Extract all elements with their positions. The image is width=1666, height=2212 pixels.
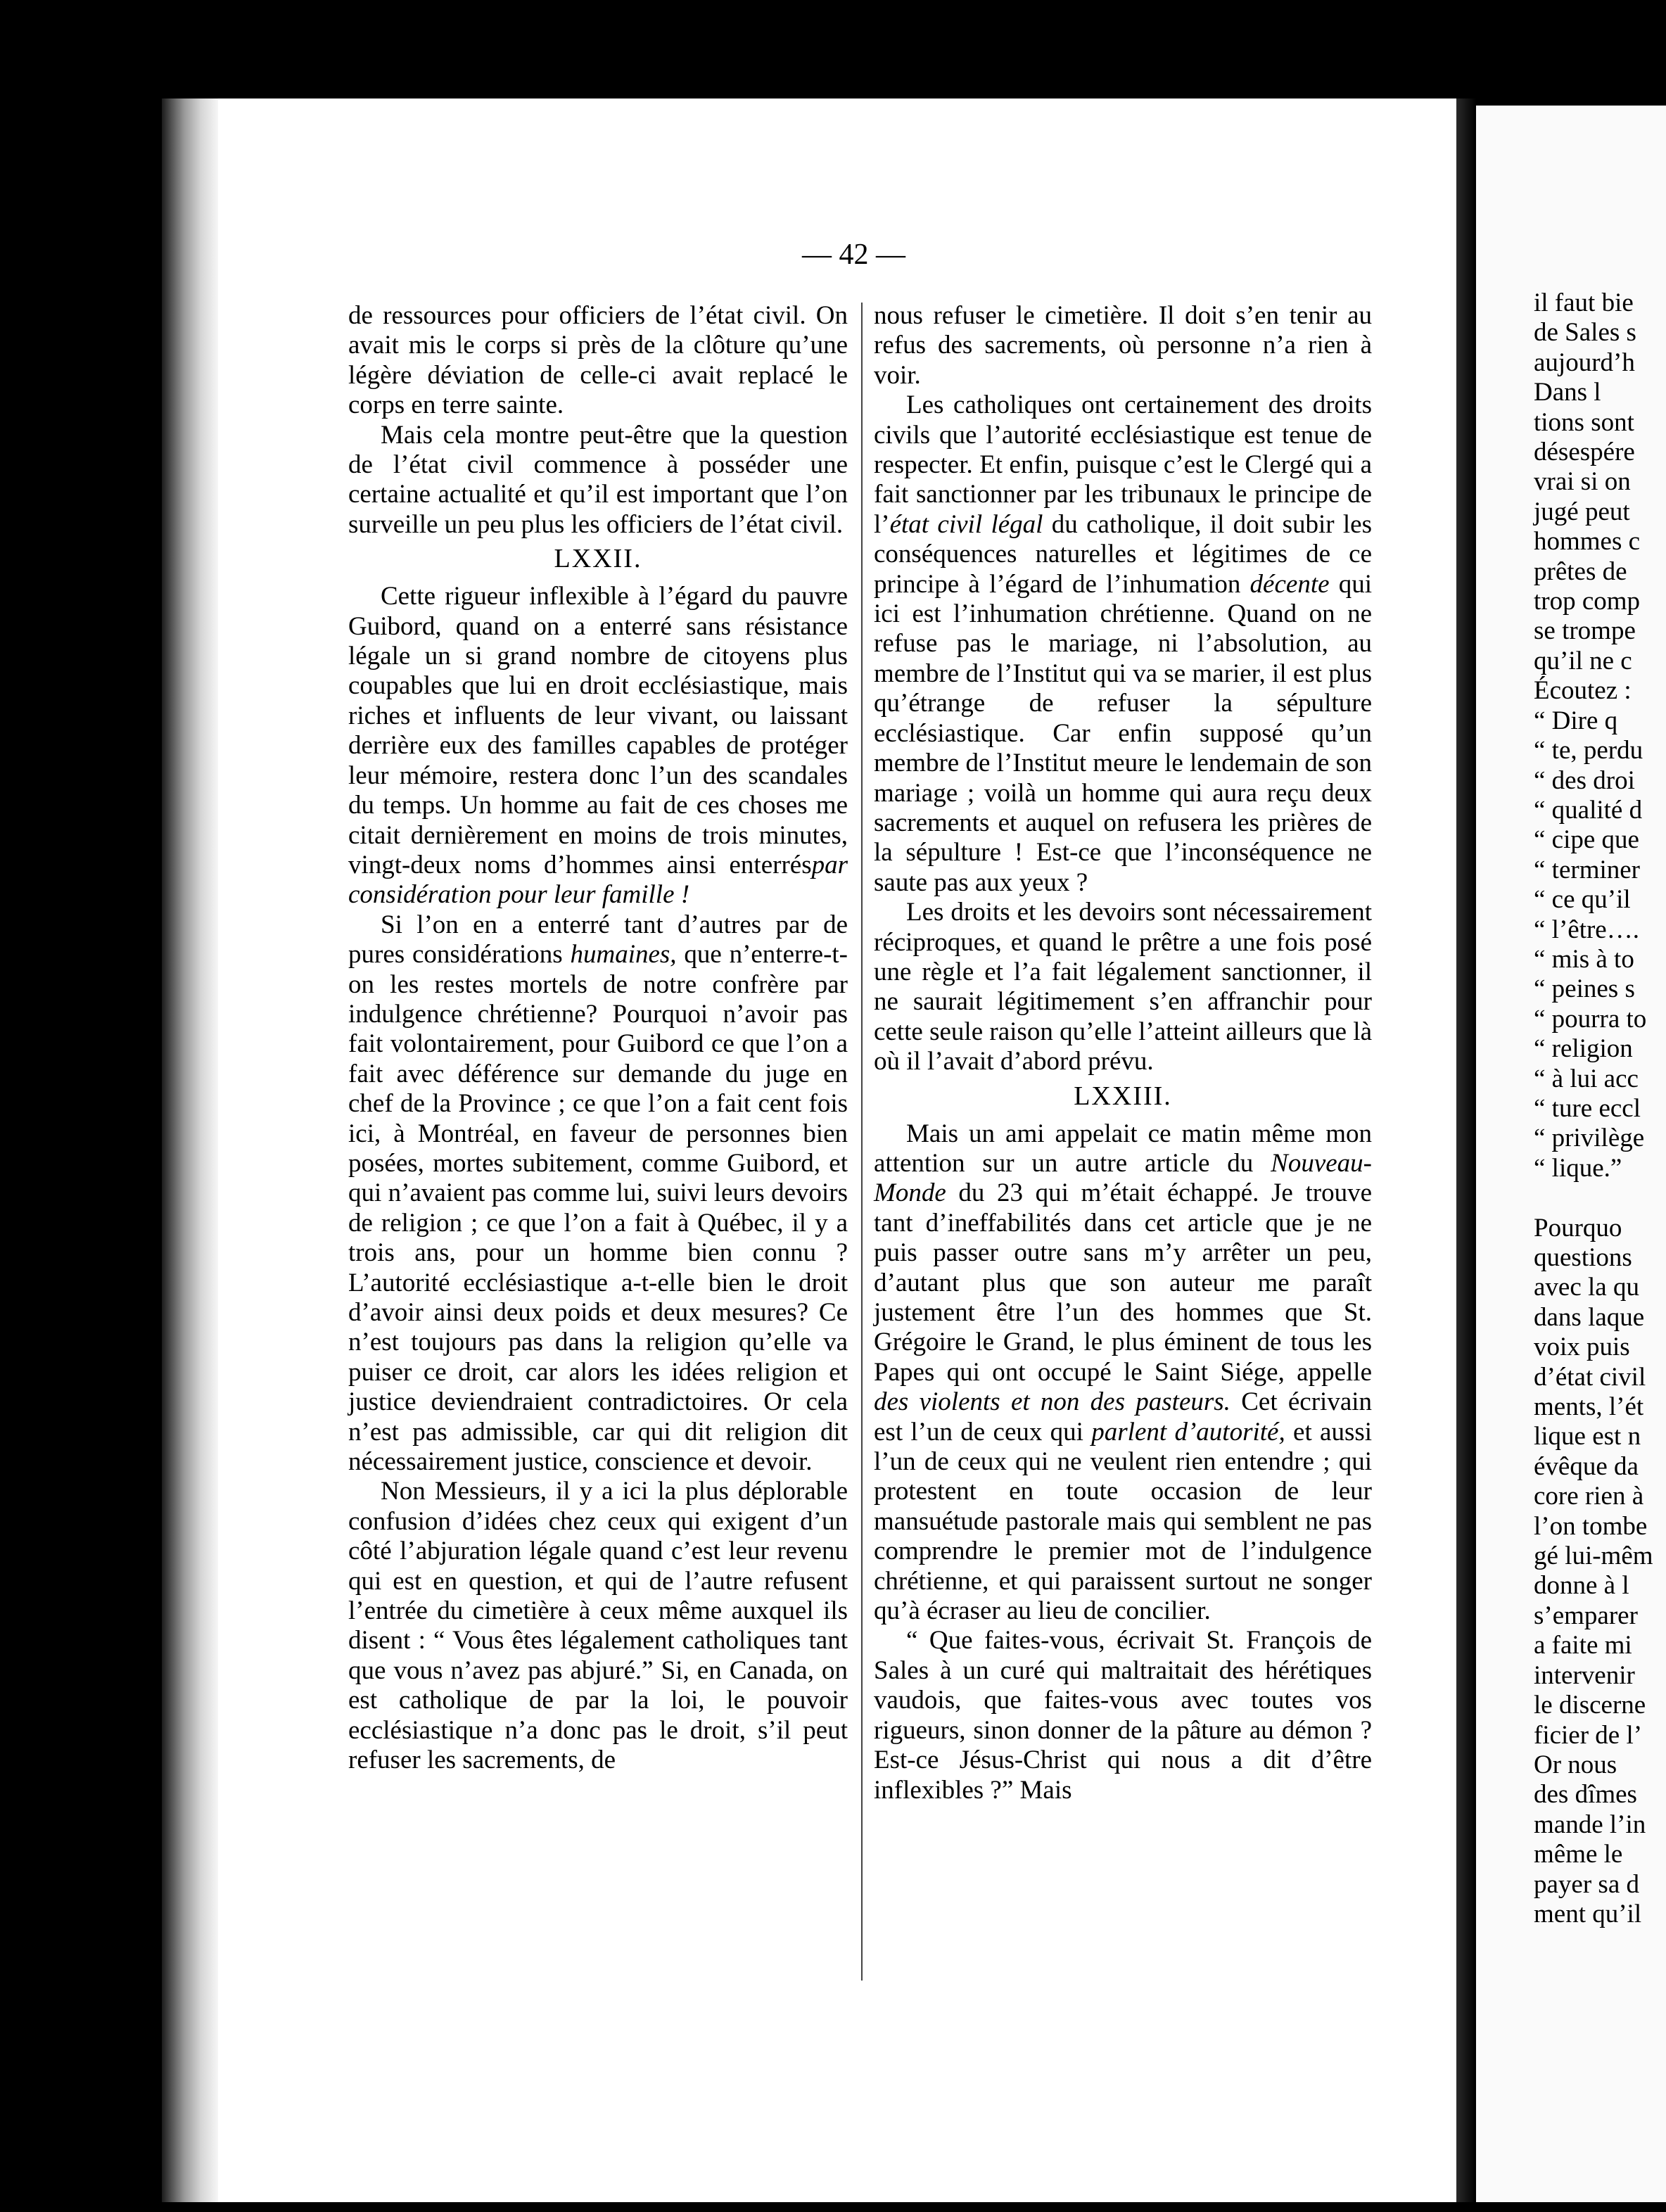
right-page-line: questions: [1534, 1243, 1632, 1272]
right-page-line: a faite mi: [1534, 1631, 1632, 1660]
right-page-line: “ Dire q: [1534, 706, 1618, 735]
left-text-column: [348, 301, 848, 1776]
right-page-line: lique est n: [1534, 1422, 1641, 1451]
right-page-line: qu’il ne c: [1534, 646, 1632, 675]
right-page-line: “ cipe que: [1534, 825, 1639, 855]
right-page-line: jugé peut: [1534, 497, 1630, 526]
paragraph: Non Messieurs, il y a ici la plus déplorable confusion d’idées chez ceux qui exigent d’un côté l’abjuration légale quand c’est leur revenu qui est en question, et qui de l’autre refusent l’entrée du cimetière à ceux même auxquel ils disent : “ Vous êtes légalement catholiques tant que vous n’avez pas abjuré.” Si, en Canada, on est catholique de par la loi, le pouvoir ecclésiastique n’a donc pas le droit, s’il peut refuser les sacrements, de: [348, 1477, 848, 1775]
right-page-line: gé lui-mêm: [1534, 1542, 1653, 1571]
right-page-line: ment qu’il: [1534, 1899, 1642, 1928]
right-page-line: “ à lui acc: [1534, 1064, 1639, 1093]
right-page-line: “ lique.”: [1534, 1153, 1622, 1183]
column-divider: [861, 303, 863, 1981]
right-page-line: d’état civil: [1534, 1362, 1646, 1392]
right-page-line: “ privilège: [1534, 1124, 1645, 1153]
right-page-line: voix puis: [1534, 1333, 1630, 1362]
right-page-line: de Sales s: [1534, 318, 1636, 348]
paragraph: “ Que faites-vous, écrivait St. François de Sales à un curé qui maltraitait des hérétiques vaudois, que faites-vous avec toutes vos rigueurs, sinon donner de la pâture au démon ? Est-ce Jésus-Christ qui nous a dit d’être inflexibles ?” Mais: [874, 1626, 1372, 1805]
right-page-line: évêque da: [1534, 1451, 1639, 1481]
paragraph: Les catholiques ont certainement des droits civils que l’autorité ecclésiastique est tenue de respecter. Et enfin, puisque c’est le Clergé qui a fait sanctionner par les tribunaux le principe de l’état civil légal du catholique, il doit subir les conséquences naturelles et légitimes de ce principe à l’égard de l’inhumation décente qui ici est l’inhumation chrétienne. Quand on ne refuse pas le mariage, ni l’absolution, au membre de l’Institut qui va se marier, il est plus qu’étrange de refuser la sépulture ecclésiastique. Car enfin supposé qu’un membre de l’Institut meure le lendemain de son mariage ; voilà un homme qui aura reçu deux sacrements et auquel on refusera les prières de la sépulture ! Est-ce que l’inconséquence ne saute pas aux yeux ?: [874, 390, 1373, 897]
right-page-line: “ terminer: [1534, 855, 1640, 884]
right-page-line: payer sa d: [1534, 1869, 1639, 1899]
right-page-line: donne à l: [1534, 1571, 1629, 1601]
right-page-line: vrai si on: [1534, 467, 1631, 497]
paragraph: nous refuser le cimetière. Il doit s’en tenir au refus des sacrements, où personne n’a rien à voir.: [874, 301, 1372, 390]
paragraph: Les droits et les devoirs sont nécessairement réciproques, et quand le prêtre a une fois posé une règle et l’a fait légalement sanctionner, il ne saurait légitimement s’en affranchir pour cette seule raison qu’elle l’atteint ailleurs que là où il l’avait d’abord prévu.: [874, 898, 1372, 1076]
right-page-line: mande l’in: [1534, 1810, 1646, 1839]
paragraph: Si l’on en a enterré tant d’autres par de pures considérations humaines, que n’enterre-t-on les restes mortels de notre confrère par indulgence chrétienne? Pourquoi n’avoir pas fait volontairement, pour Guibord ce que l’on a fait avec déférence sur demande du juge en chef de la Province ; ce que l’on a fait cent fois ici, à Montréal, en faveur de personnes bien posées, mortes subitement, comme Guibord, et qui n’avaient pas comme lui, suivi leurs devoirs de religion ; ce que l’on a fait à Québec, il y a trois ans, pour un homme bien connu ? L’autorité ecclésiastique a-t-elle bien le droit d’avoir ainsi deux poids et deux mesures? Ce n’est toujours pas dans la religion qu’elle va puiser ce droit, car alors les idées religion et justice deviendraient contradictoires. Or cela n’est pas admissible, car qui dit religion dit nécessairement justice, conscience et devoir.: [348, 910, 848, 1477]
right-page-line: des dîmes: [1534, 1780, 1637, 1810]
section-heading: LXXIII.: [1074, 1081, 1172, 1111]
page-gutter: [1456, 98, 1476, 2202]
book-spine: [162, 98, 218, 2202]
right-page-line: “ te, perdu: [1534, 736, 1643, 765]
right-page-line: “ pourra to: [1534, 1004, 1647, 1034]
right-page-line: avec la qu: [1534, 1273, 1639, 1302]
right-page-line: intervenir: [1534, 1660, 1635, 1690]
right-page-line: “ ture eccl: [1534, 1093, 1641, 1123]
right-page-line: Écoutez :: [1534, 676, 1632, 706]
right-page-line: se trompe: [1534, 616, 1636, 646]
right-page-line: “ qualité d: [1534, 795, 1643, 825]
right-page-line: prêtes de: [1534, 557, 1627, 586]
right-page-line: hommes c: [1534, 527, 1641, 557]
right-page-line: désespére: [1534, 438, 1635, 467]
right-page-line: tions sont: [1534, 407, 1634, 437]
page-number: — 42 —: [802, 239, 905, 271]
right-page-line: trop comp: [1534, 587, 1641, 616]
right-page-line: Or nous: [1534, 1750, 1617, 1779]
paragraph: Mais cela montre peut-être que la question de l’état civil commence à posséder une certaine actualité et qu’il est important que l’on surveille un peu plus les officiers de l’état civil.: [348, 420, 848, 539]
paragraph: Mais un ami appelait ce matin même mon attention sur un autre article du Nouveau-Monde du 23 qui m’était échappé. Je trouve tant d’ineffabilités dans cet article que je ne puis passer outre sans m’y arrêter un peu, d’autant plus que son auteur me paraît justement être l’un des hommes que St. Grégoire le Grand, le plus éminent de tous les Papes qui ont occupé le Saint Siége, appelle des violents et non des pasteurs. Cet écrivain est l’un de ceux qui parlent d’autorité, et aussi l’un de ceux qui ne veulent rien entendre ; qui protestent en toute occasion de leur mansuétude pastorale mais qui semblent ne pas comprendre le premier mot de l’indulgence chrétienne, et qui paraissent surtout ne songer qu’à écraser au lieu de concilier.: [874, 1119, 1373, 1626]
right-page-line: il faut bie: [1534, 288, 1634, 317]
right-page-line: ficier de l’: [1534, 1720, 1643, 1750]
right-page-line: [1534, 1183, 1666, 1213]
right-page-line: “ des droi: [1534, 765, 1635, 795]
right-page-line: “ l’être….: [1534, 915, 1639, 944]
right-page-line: aujourd’h: [1534, 348, 1635, 377]
right-page-line: dans laque: [1534, 1302, 1645, 1332]
section-heading: LXXII.: [554, 544, 642, 574]
right-page-line: Dans l: [1534, 378, 1601, 407]
right-page-text: [1534, 288, 1666, 1929]
right-page-line: le discerne: [1534, 1691, 1646, 1720]
right-page-line: “ ce qu’il: [1534, 885, 1631, 915]
paragraph: Cette rigueur inflexible à l’égard du pauvre Guibord, quand on a enterré sans résistance légale un si grand nombre de citoyens plus coupables que lui en droit ecclésiastique, mais riches et influents de leur vivant, ou laissant derrière eux des familles capables de protéger leur mémoire, restera donc l’un des scandales du temps. Un homme au fait de ces choses me citait dernièrement en moins de trois minutes, vingt-deux noms d’hommes ainsi enterréspar considération pour leur famille !: [348, 582, 848, 910]
middle-text-column: [874, 301, 1372, 1805]
paragraph: de ressources pour officiers de l’état civil. On avait mis le corps si près de la clôture qu’une légère déviation de celle-ci avait replacé le corps en terre sainte.: [348, 301, 848, 420]
right-page-line: s’emparer: [1534, 1601, 1638, 1630]
right-page-line: “ peines s: [1534, 974, 1635, 1004]
right-page-line: ments, l’ét: [1534, 1392, 1644, 1422]
right-page-line: “ religion: [1534, 1034, 1633, 1064]
right-page-line: core rien à: [1534, 1482, 1644, 1511]
right-page-line: Pourquo: [1534, 1213, 1622, 1242]
right-page-line: l’on tombe: [1534, 1511, 1648, 1541]
right-page-line: “ mis à to: [1534, 944, 1634, 974]
right-page-line: même le: [1534, 1840, 1623, 1869]
